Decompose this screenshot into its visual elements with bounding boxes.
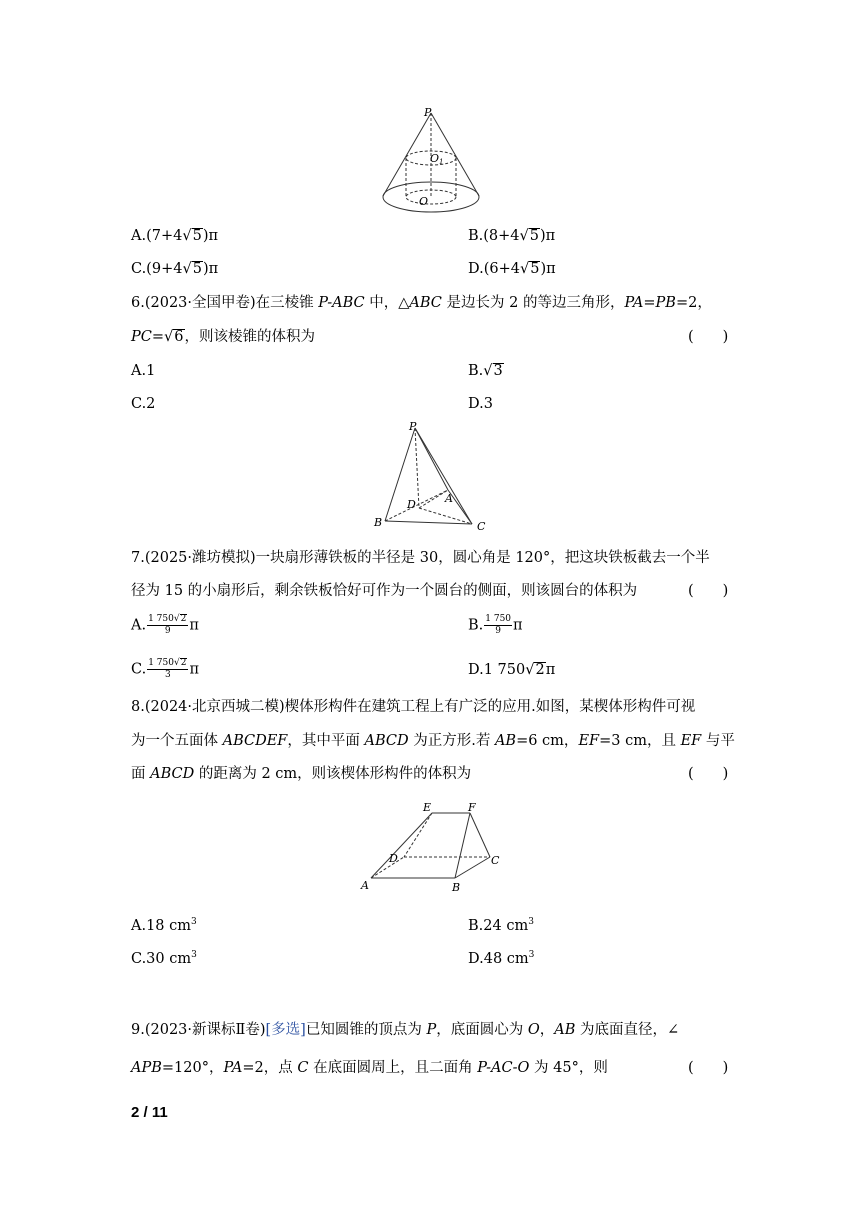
q7-option-c: C. $\frac{1 750√2}{3}$ π [131,658,199,680]
q5-option-d: D.(6+4√5)π [468,261,556,277]
label-A: A [361,879,369,892]
q7-answer-paren: ( ) [688,583,729,599]
q8-option-a: A.18 $cm^3$ [131,917,197,934]
q9-stem-line1: 9.(2023·新课标Ⅱ卷)[多选]已知圆锥的顶点为 P，底面圆心为 O，AB 为底面直径，∠ [131,1022,680,1038]
q8-option-d: D.48 $cm^3$ [468,950,535,967]
page-number: 2 / 11 [131,1104,168,1121]
q5-option-a: A.(7+4√5)π [131,228,219,244]
q7-option-b: B. $\frac{1 750}{9}$ π [468,614,523,636]
q9-stem-line2: APB=120°，PA=2，点 C 在底面圆周上，且二面角 P-AC-O 为 45°，则 [131,1060,608,1076]
label-O1: O1 [430,152,444,166]
multi-select-tag: [多选] [265,1022,306,1038]
label-P: P [409,420,417,433]
label-A: A [445,492,453,505]
label-P: P [424,106,432,119]
q8-stem-line3: 面 ABCD 的距离为 2 cm，则该楔体形构件的体积为 [131,766,472,782]
q8-option-b: B.24 $cm^3$ [468,917,534,934]
q6-option-a: A.1 [131,363,156,379]
q5-option-b: B.(8+4√5)π [468,228,556,244]
q6-stem-line1: 6.(2023·全国甲卷)在三棱锥 P-ABC 中，△ABC 是边长为 2 的等边三角形，PA=PB=2， [131,295,712,311]
q6-stem-line2: PC=√6，则该棱锥的体积为 [131,329,315,345]
label-D: D [407,498,416,511]
label-C: C [477,520,486,533]
q8-answer-paren: ( ) [688,766,729,782]
q8-stem-line2: 为一个五面体 ABCDEF，其中平面 ABCD 为正方形.若 AB=6 cm，EF=3 cm，且 EF 与平 [131,733,735,749]
label-E: E [423,801,432,814]
q6-option-c: C.2 [131,396,156,412]
q6-option-b: B.√3 [468,363,503,379]
q7-stem-line1: 7.(2025·潍坊模拟)一块扇形薄铁板的半径是 30，圆心角是 120°，把这块铁板截去一个半 [131,550,710,566]
q7-option-d: D.1 750√2π [468,662,556,678]
label-B: B [374,516,383,529]
q5-option-c: C.(9+4√5)π [131,261,219,277]
q9-answer-paren: ( ) [688,1060,729,1076]
label-O: O [419,195,429,208]
q8-stem-line1: 8.(2024·北京西城二模)楔体形构件在建筑工程上有广泛的应用.如图，某楔体形构件可视 [131,699,696,715]
q6-answer-paren: ( ) [688,329,729,345]
q6-option-d: D.3 [468,396,493,412]
label-B: B [452,881,461,894]
q7-stem-line2: 径为 15 的小扇形后，剩余铁板恰好可作为一个圆台的侧面，则该圆台的体积为 [131,583,638,599]
label-C: C [491,854,500,867]
q8-option-c: C.30 $cm^3$ [131,950,197,967]
label-F: F [468,801,476,814]
q7-option-a: A. $\frac{1 750√2}{9}$ π [131,614,199,636]
label-D: D [389,852,398,865]
